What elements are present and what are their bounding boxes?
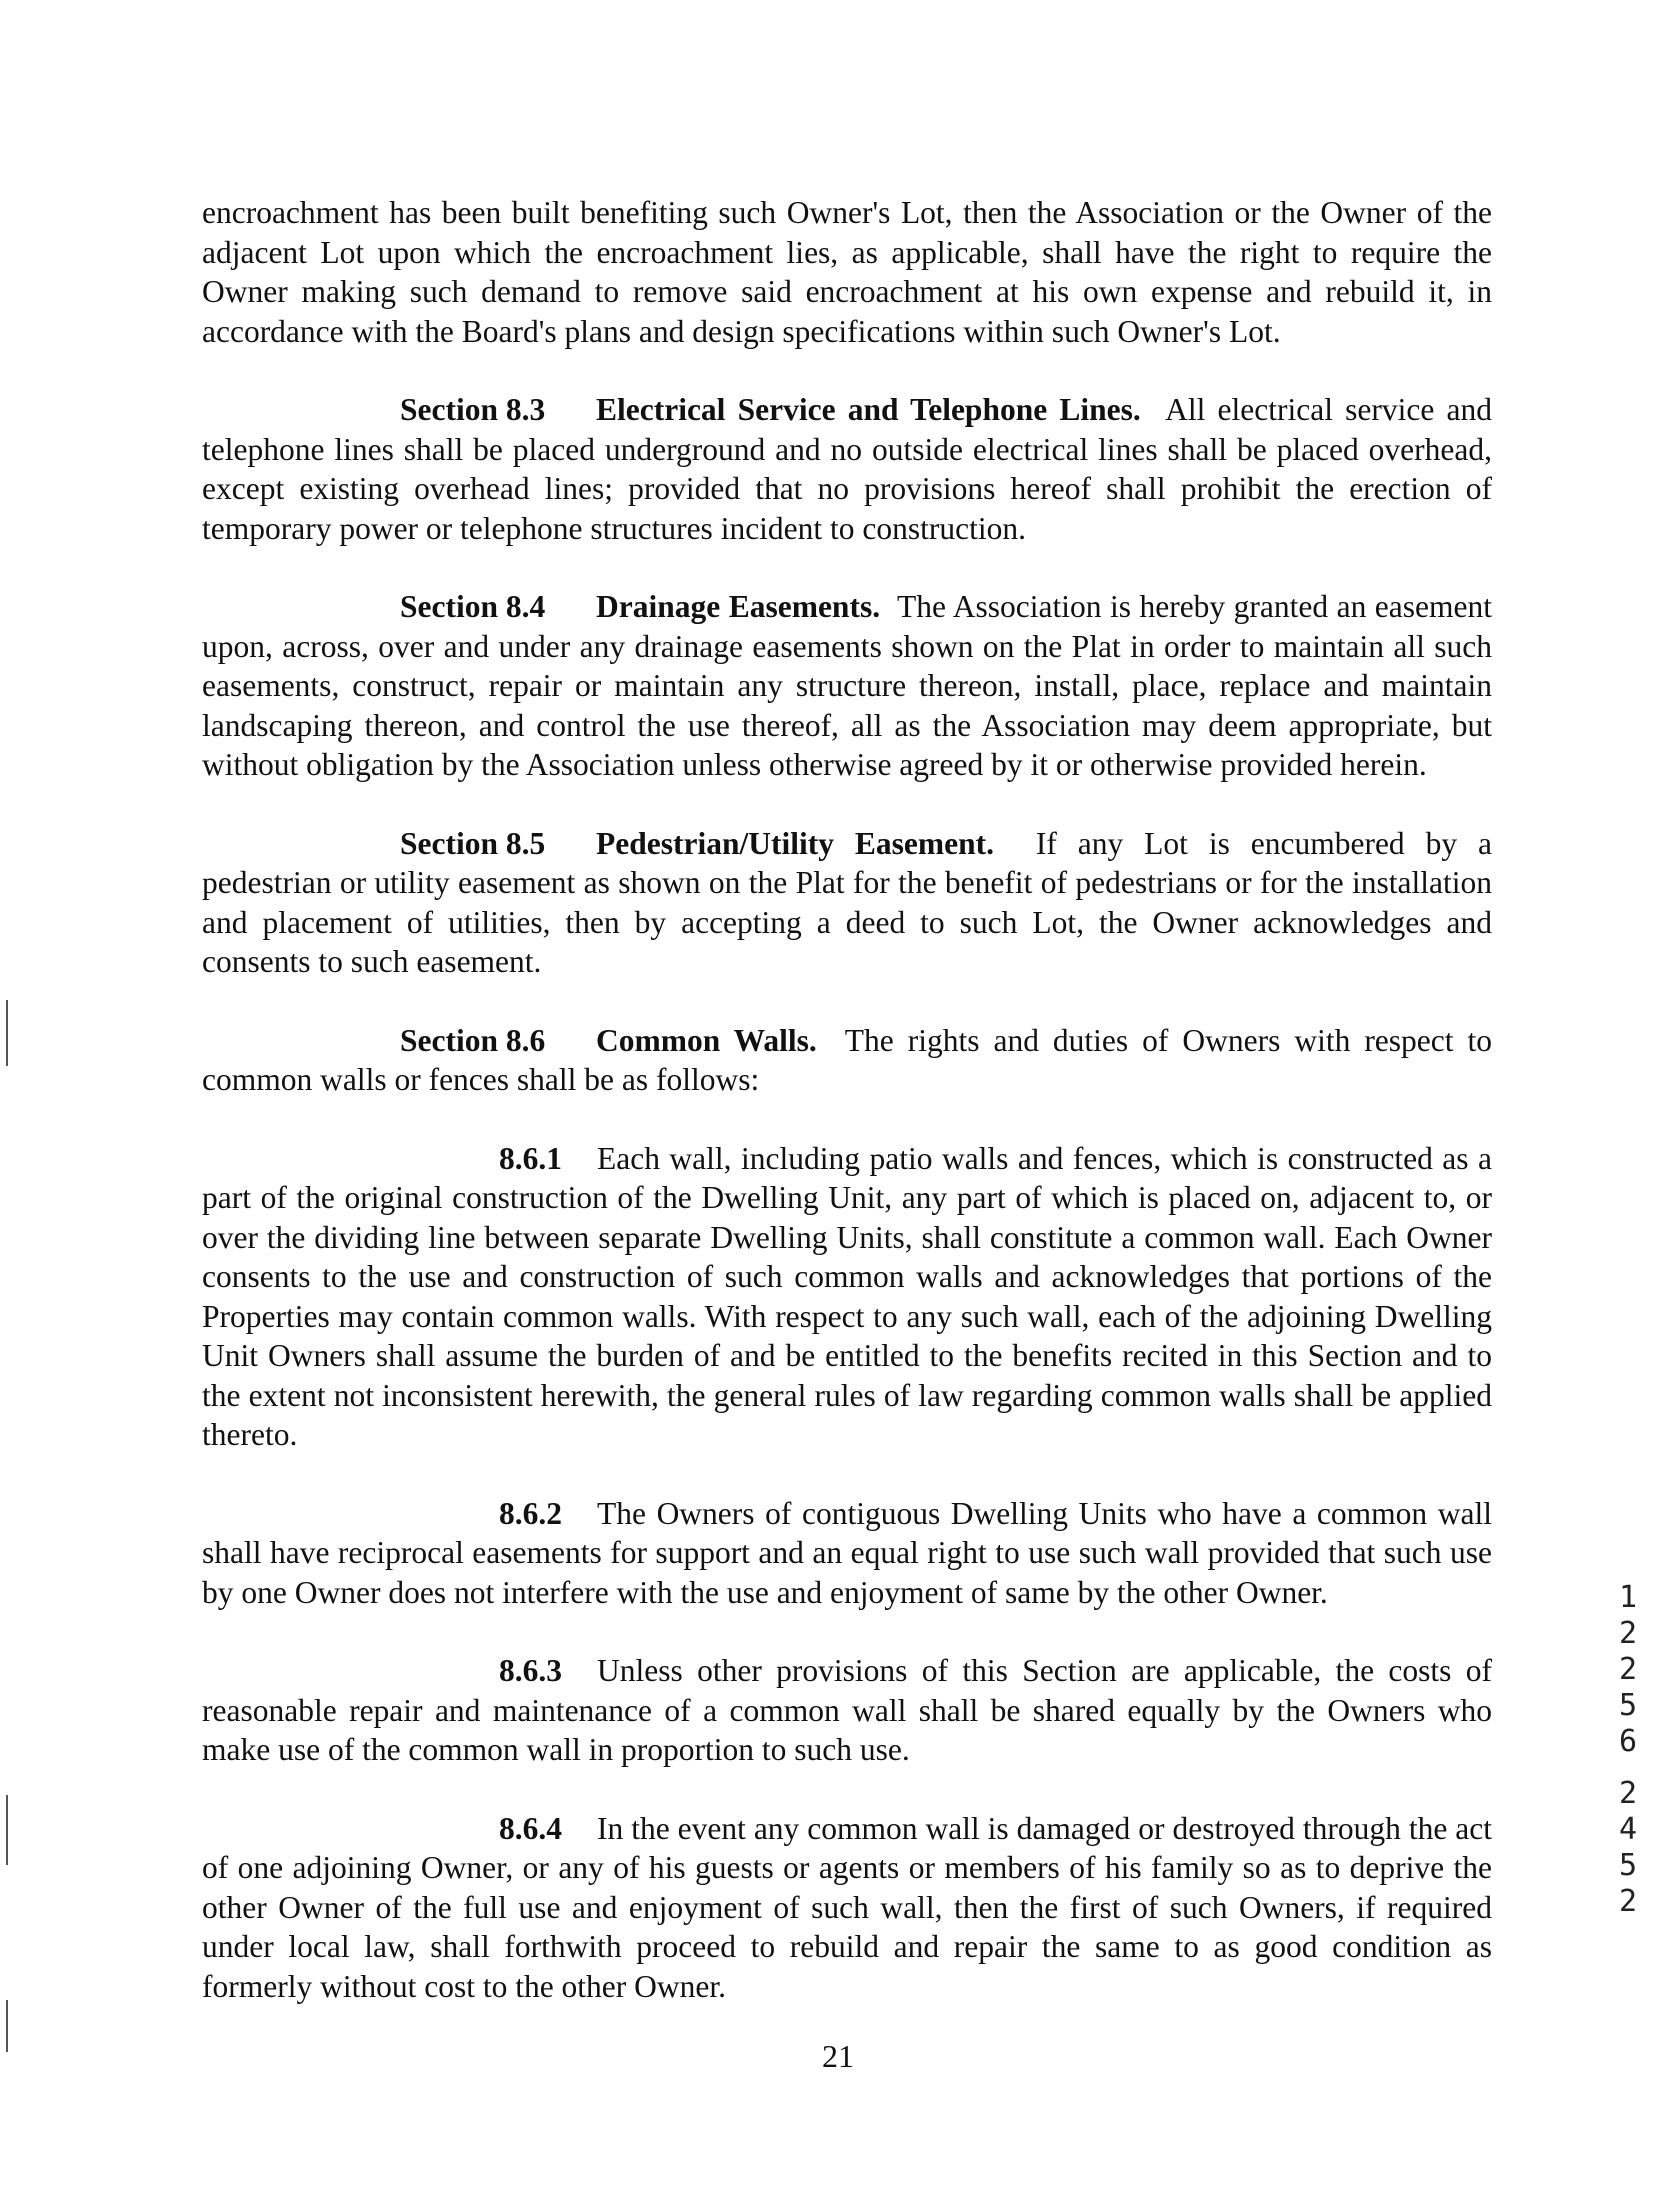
subsection-8-6-1 <box>202 1139 1492 1455</box>
section-title: Drainage Easements. <box>596 589 881 624</box>
section-number: Section 8.3 <box>400 392 546 427</box>
section-number: Section 8.5 <box>400 825 546 861</box>
section-body: The Association is hereby granted an easement upon, across, over and under any drainage easements shown on the Plat in order to maintain all such easements, construct, repair or maintain any structure thereon, install, place, replace and maintain landscaping thereon, and control the use thereof, all as the Association may deem appropriate, but without obligation by the Association unless otherwise agreed by it or otherwise provided herein. <box>202 589 1492 782</box>
section-8-5 <box>202 824 1492 982</box>
subsection-body: In the event any common wall is damaged or destroyed through the act of one adjoining Owner, or any of his guests or agents or members of his family so as to deprive the other Owner of the full use and enjoyment of such wall, then the first of such Owners, if required under local law, shall forthwith proceed to rebuild and repair the same to as good condition as formerly without cost to the other Owner. <box>202 1810 1492 2004</box>
section-body: If any Lot is encumbered by a pedestrian or utility easement as shown on the Plat for the benefit of pedestrians or for the installation and placement of utilities, then by accepting a deed to such Lot, the Owner acknowledges and consents to such easement. <box>202 825 1493 979</box>
subsection-number: 8.6.3 <box>499 1653 562 1688</box>
recording-number-part2: 2 4 5 2 <box>1618 1776 1638 1919</box>
subsection-8-6-2 <box>202 1494 1492 1613</box>
scan-edge-mark <box>6 1795 8 1865</box>
section-body: All electrical service and telephone lines shall be placed underground and no outside electrical lines shall be placed overhead, except existing overhead lines; provided that no provisions hereof shall prohibit the erection of temporary power or telephone structures incident to construction. <box>202 392 1492 546</box>
document-body <box>202 193 1492 2045</box>
section-number: Section 8.4 <box>400 589 546 624</box>
subsection-8-6-4 <box>202 1809 1492 2007</box>
section-8-4 <box>202 587 1492 785</box>
opening-paragraph: encroachment has been built benefiting such Owner's Lot, then the Association or the Owner of the adjacent Lot upon which the encroachment lies, as applicable, shall have the right to require the Owner making such demand to remove said encroachment at his own expense and rebuild it, in accordance with the Board's plans and design specifications within such Owner's Lot. <box>202 195 1492 349</box>
subsection-body: Each wall, including patio walls and fences, which is constructed as a part of the original construction of the Dwelling Unit, any part of which is placed on, adjacent to, or over the dividing line between separate Dwelling Units, shall constitute a common wall. Each Owner consents to the use and construction of such common walls and acknowledges that portions of the Properties may contain common walls. With respect to any such wall, each of the adjoining Dwelling Unit Owners shall assume the burden of and be entitled to the benefits recited in this Section and to the extent not inconsistent herewith, the general rules of law regarding common walls shall be applied thereto. <box>202 1140 1492 1452</box>
recording-number-part1: 1 2 2 5 6 <box>1618 1580 1638 1759</box>
subsection-8-6-3 <box>202 1651 1492 1770</box>
section-body: The rights and duties of Owners with respect to common walls or fences shall be as follows: <box>202 1022 1492 1097</box>
subsection-body: Unless other provisions of this Section are applicable, the costs of reasonable repair and maintenance of a common wall shall be shared equally by the Owners who make use of the common wall in proportion to such use. <box>202 1653 1492 1767</box>
subsection-number: 8.6.1 <box>499 1140 562 1176</box>
subsection-body: The Owners of contiguous Dwelling Units who have a common wall shall have reciprocal easements for support and an equal right to use such wall provided that such use by one Owner does not interfere with the use and enjoyment of same by the other Owner. <box>202 1495 1492 1610</box>
section-title: Electrical Service and Telephone Lines. <box>596 392 1141 427</box>
section-8-6 <box>202 1021 1492 1100</box>
subsection-number: 8.6.2 <box>499 1495 562 1531</box>
scan-edge-mark <box>6 2000 8 2052</box>
page-number: 21 <box>822 2038 854 2074</box>
section-8-3 <box>202 390 1492 548</box>
section-number: Section 8.6 <box>400 1022 546 1058</box>
scan-edge-mark <box>6 1000 8 1066</box>
section-title: Pedestrian/Utility Easement. <box>596 825 994 861</box>
section-title: Common Walls. <box>596 1022 817 1058</box>
subsection-number: 8.6.4 <box>499 1810 562 1846</box>
